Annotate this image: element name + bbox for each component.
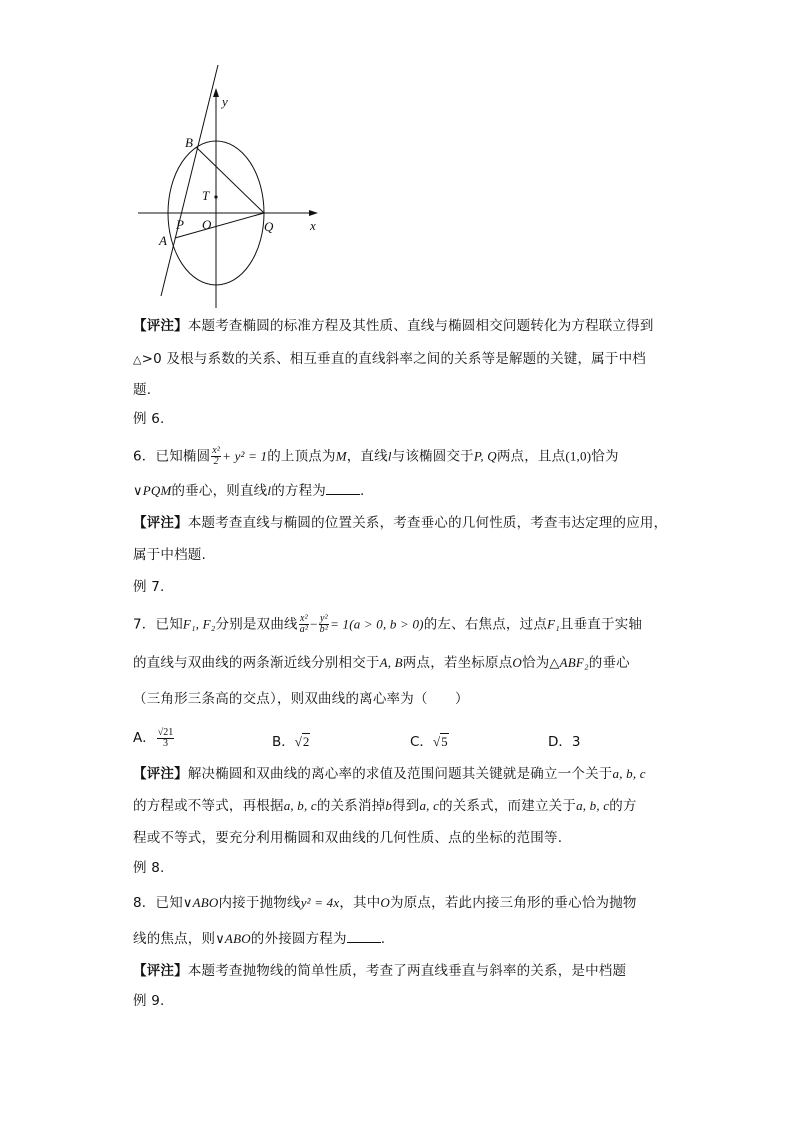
option-label: B． <box>272 734 295 750</box>
math-var: F₁, F₂ <box>182 616 216 632</box>
triangle-symbol: ∨ <box>215 931 225 946</box>
math-point: (1,0) <box>565 448 592 464</box>
math-var: a, b, c <box>576 798 610 813</box>
ex6-label <box>133 410 164 428</box>
math-var: ABO <box>192 895 219 910</box>
fraction <box>319 614 329 635</box>
numerator: x² <box>212 445 221 456</box>
label-T: T <box>202 188 210 203</box>
comment-text: 得到 <box>392 798 420 814</box>
math-var: a, c <box>419 798 440 813</box>
comment1-line3 <box>133 381 151 399</box>
question-text: 与该椭圆交于 <box>391 448 474 465</box>
math-var: P, Q <box>473 448 497 464</box>
ex7-question-line3 <box>133 690 469 708</box>
ex8-question-line1 <box>133 894 637 912</box>
question-text: 恰为 <box>591 448 619 465</box>
equation: y² = 4x <box>300 895 340 910</box>
comment-tag: 【评注】 <box>133 766 188 782</box>
question-text: 的外接圆方程为 <box>250 931 347 947</box>
option-value: 3 <box>571 734 581 750</box>
numerator: √21 <box>157 726 174 738</box>
radicand: 2 <box>302 734 310 749</box>
example-label: 例 9. <box>133 993 165 1009</box>
comment-text: 的关系消掉 <box>316 798 386 814</box>
triangle-symbol: △ <box>549 655 560 670</box>
fraction <box>157 728 175 749</box>
question-text: 且垂直于实轴 <box>559 616 643 633</box>
ex9-label <box>133 992 164 1010</box>
segment-AQ <box>175 213 264 238</box>
question-text: 为原点，若此内接三角形的垂心恰为抛物 <box>390 895 637 911</box>
math-var: PQM <box>142 483 172 498</box>
question-text: 的上顶点为 <box>267 448 336 465</box>
ex7-label <box>133 578 164 596</box>
math-var: l <box>267 483 272 498</box>
example-label: 例 6. <box>133 411 165 427</box>
math-var: A, B <box>379 655 403 670</box>
minus-sign: − <box>310 616 318 632</box>
ex8-label <box>133 859 164 877</box>
comment-text: 本题考查直线与椭圆的位置关系，考查垂心的几何性质，考查韦达定理的应用， <box>187 515 668 531</box>
sqrt-value: √2 <box>294 734 310 749</box>
question-text: 的垂心，则直线 <box>171 483 268 499</box>
comment-text: 的方 <box>609 798 637 814</box>
question-text: （三角形三条高的交点），则双曲线的离心率为（ ） <box>133 691 469 707</box>
ellipse-figure <box>130 60 330 312</box>
math-var: a, b, c <box>283 798 317 813</box>
label-P: P <box>176 217 184 232</box>
question-text: 两点，且点 <box>496 448 566 465</box>
option-b <box>272 730 310 750</box>
line-l <box>161 65 218 296</box>
comment3-line1 <box>133 765 646 783</box>
comment3-line2 <box>133 797 637 815</box>
question-text: 恰为 <box>522 655 550 671</box>
question-text: 的垂心 <box>588 655 630 671</box>
comment-tag: 【评注】 <box>133 318 188 334</box>
label-A: A <box>159 233 167 248</box>
point-T <box>214 195 217 198</box>
question-text: 6．已知椭圆 <box>133 448 211 465</box>
comment-tag: 【评注】 <box>133 515 188 531</box>
delta-symbol: △ <box>133 353 142 366</box>
option-d <box>548 730 581 750</box>
numerator: y² <box>319 613 328 624</box>
question-text: 8．已知 <box>133 895 183 911</box>
comment-text: 属于中档题. <box>133 547 206 563</box>
comment4-line1 <box>133 962 626 980</box>
question-text: 内接于抛物线 <box>218 895 301 911</box>
comment-text: 的方程或不等式，再根据 <box>133 798 284 814</box>
triangle-symbol: ∨ <box>133 483 143 498</box>
math-var: ABF₂ <box>559 655 589 670</box>
fraction <box>299 614 309 635</box>
comment1-line2 <box>133 350 646 369</box>
ex7-question-line2 <box>133 654 630 672</box>
comment-tag: 【评注】 <box>133 963 188 979</box>
comment-text: 程或不等式，要充分利用椭圆和双曲线的几何性质、点的坐标的范围等. <box>133 830 563 846</box>
answer-blank <box>347 930 381 943</box>
comment1-line1 <box>133 317 654 335</box>
triangle-symbol: ∨ <box>182 895 193 910</box>
math-var: O <box>380 895 391 910</box>
comment2-line1 <box>133 514 667 532</box>
comment-text: 的关系式，而建立关于 <box>439 798 577 814</box>
y-axis-arrow <box>213 88 219 97</box>
example-label: 例 8. <box>133 860 165 876</box>
denominator: b² <box>319 624 329 635</box>
question-text: 分别是双曲线 <box>215 616 298 633</box>
denominator: a² <box>299 624 309 635</box>
segment-BQ <box>196 147 264 213</box>
equation: + y² = 1 <box>222 448 268 464</box>
equation: = 1 <box>330 616 350 632</box>
denominator: 3 <box>163 737 168 749</box>
x-axis-arrow <box>309 210 318 216</box>
label-Q: Q <box>264 219 274 234</box>
comment-text: 题. <box>133 382 152 398</box>
fraction <box>211 446 221 467</box>
math-var: F₁ <box>547 616 560 632</box>
comment3-line3 <box>133 829 562 847</box>
sqrt-value: √5 <box>432 734 448 749</box>
comment-text: 本题考查椭圆的标准方程及其性质、直线与椭圆相交问题转化为方程联立得到 <box>187 318 654 334</box>
question-text: ，其中 <box>339 895 381 911</box>
option-label: A． <box>133 730 156 746</box>
option-label: D． <box>548 734 572 750</box>
question-text: 的左、右焦点，过点 <box>423 616 548 633</box>
math-var: l <box>387 448 392 464</box>
answer-blank <box>326 482 360 495</box>
option-c <box>410 730 449 750</box>
condition: (a > 0, b > 0) <box>349 616 424 632</box>
comment-text: 本题考查抛物线的简单性质，考查了两直线垂直与斜率的关系，是中档题 <box>187 963 627 979</box>
option-label: C． <box>410 734 433 750</box>
comment2-line2 <box>133 546 206 564</box>
question-text: 7．已知 <box>133 616 183 633</box>
label-B: B <box>185 135 193 150</box>
math-var: b <box>385 798 393 813</box>
question-text: ，直线 <box>346 448 388 465</box>
denominator: 2 <box>213 456 219 467</box>
ex7-question-line1 <box>133 614 642 635</box>
label-O: O <box>202 217 212 232</box>
question-text: . <box>380 931 386 947</box>
label-x: x <box>310 218 316 233</box>
option-a <box>133 726 175 749</box>
comment-text: 解决椭圆和双曲线的离心率的求值及范围问题其关键就是确立一个关于 <box>187 766 613 782</box>
comment-text: >0 及根与系数的关系、相互垂直的直线斜率之间的关系等是解题的关键，属于中档 <box>141 351 646 367</box>
radicand: 5 <box>441 734 448 749</box>
question-text: 两点，若坐标原点 <box>402 655 513 671</box>
question-text: 的方程为 <box>271 483 327 499</box>
math-var: ABO <box>224 931 251 946</box>
math-var: a, b, c <box>612 766 646 781</box>
ex6-question-line1 <box>133 446 619 467</box>
label-y: y <box>222 94 228 109</box>
ex8-question-line2 <box>133 930 385 948</box>
numerator: x² <box>300 613 308 624</box>
example-label: 例 7. <box>133 579 165 595</box>
question-text: 的直线与双曲线的两条渐近线分别相交于 <box>133 655 380 671</box>
question-text: 线的焦点，则 <box>133 931 216 947</box>
ex6-question-line2 <box>133 482 365 500</box>
question-text: . <box>360 483 365 499</box>
math-var: M <box>335 448 347 464</box>
math-var: O <box>512 655 522 670</box>
